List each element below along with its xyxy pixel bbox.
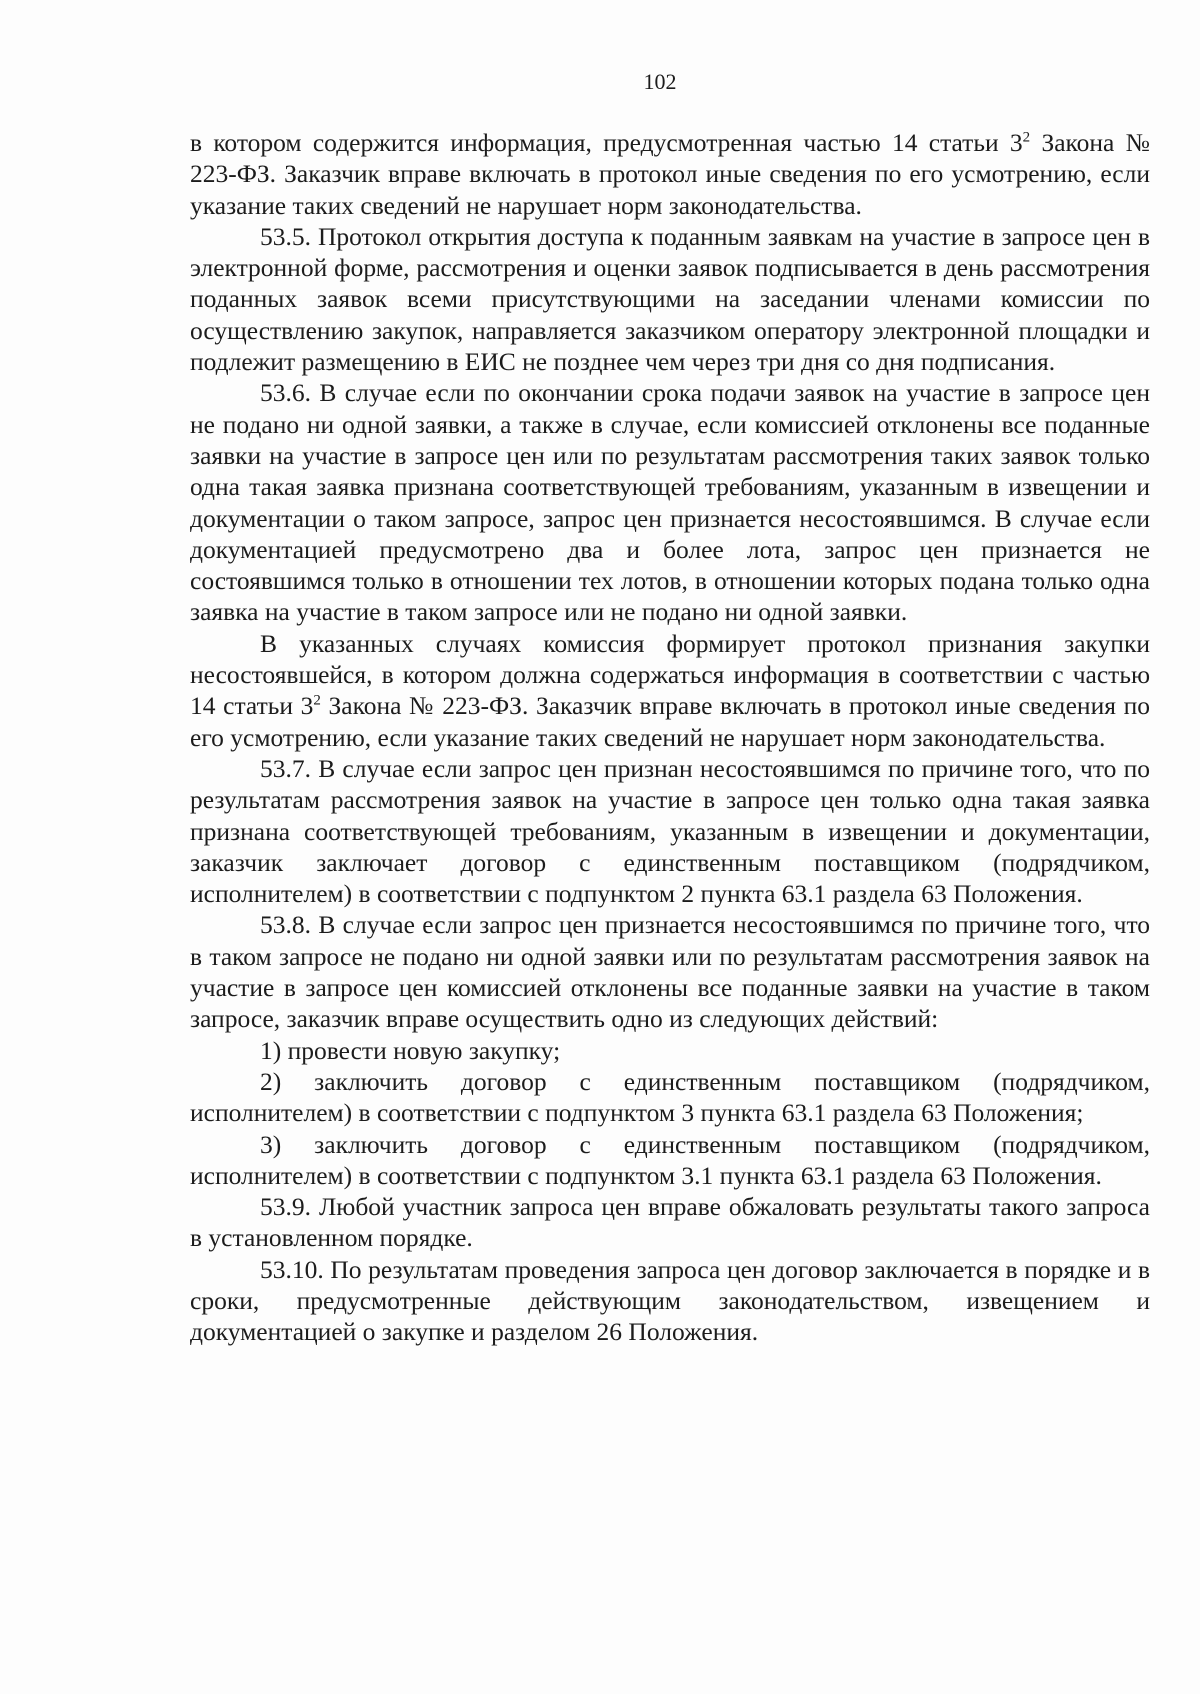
paragraph-53-8	[190, 909, 1150, 1034]
text-segment: 53.10. По результатам проведения запроса цен договор заключается в порядке и в сроки, предусмотренные действующим законодательством, извещением и документацией о закупке и разделом 26 Положения.	[190, 1254, 1150, 1347]
page-number: 102	[643, 69, 677, 94]
text-segment: 53.8. В случае если запрос цен признается несостоявшимся по причине того, что в таком запросе не подано ни одной заявки или по результатам рассмотрения заявок на участие в запросе цен комиссией отклонены все поданные заявки на участие в таком запросе, заказчик вправе осуществить одно из следующих действий:	[190, 910, 1150, 1034]
paragraph-continuation	[190, 127, 1150, 221]
text-segment: в котором содержится информация, предусмотренная частью 14 статьи 3	[190, 128, 1023, 157]
paragraph-53-5	[190, 221, 1150, 377]
text-segment: Закона № 223-ФЗ. Заказчик вправе включать в протокол иные сведения по его усмотрению, если указание таких сведений не нарушает норм законодательства.	[190, 128, 1150, 220]
paragraph-53-10	[190, 1254, 1150, 1348]
superscript: 2	[313, 692, 321, 709]
document-body	[190, 127, 1150, 1348]
paragraph-53-6	[190, 377, 1150, 627]
paragraph-53-7	[190, 753, 1150, 909]
text-segment: 53.7. В случае если запрос цен признан несостоявшимся по причине того, что по результатам рассмотрения заявок на участие в запросе цен только одна такая заявка признана соответствующей требованиям, указанным в извещении и документации, заказчик заключает договор с единственным поставщиком (подрядчиком, исполнителем) в соответствии с подпунктом 2 пункта 63.1 раздела 63 Положения.	[190, 753, 1150, 909]
list-item-2	[190, 1066, 1150, 1129]
text-segment: 53.9. Любой участник запроса цен вправе обжаловать результаты такого запроса в установленном порядке.	[190, 1192, 1150, 1253]
text-segment: 3) заключить договор с единственным поставщиком (подрядчиком, исполнителем) в соответствии с подпунктом 3.1 пункта 63.1 раздела 63 Положения.	[190, 1129, 1150, 1190]
text-segment: 1) провести новую закупку;	[260, 1035, 561, 1065]
text-segment: В указанных случаях комиссия формирует протокол признания закупки несостоявшейся, в котором должна содержаться информация в соответствии с частью 14 статьи 3	[190, 628, 1150, 721]
paragraph-53-9	[190, 1191, 1150, 1254]
paragraph-failed-procurement-protocol	[190, 628, 1150, 753]
text-segment: 2) заключить договор с единственным поставщиком (подрядчиком, исполнителем) в соответствии с подпунктом 3 пункта 63.1 раздела 63 Положения;	[190, 1066, 1150, 1128]
superscript: 2	[1022, 129, 1031, 146]
list-item-3	[190, 1129, 1150, 1192]
text-segment: 53.6. В случае если по окончании срока подачи заявок на участие в запросе цен не подано ни одной заявки, а также в случае, если комиссией отклонены все поданные заявки на участие в запросе цен или по результатам рассмотрения таких заявок только одна такая заявка признана соответствующей требованиям, указанным в извещении и документации о таком запросе, запрос цен признается несостоявшимся. В случае если документацией предусмотрено два и более лота, запрос цен признается не состоявшимся только в отношении тех лотов, в отношении которых подана только одна заявка на участие в таком запросе или не подано ни одной заявки.	[190, 378, 1150, 627]
text-segment: Закона № 223-ФЗ. Заказчик вправе включать в протокол иные сведения по его усмотрению, если указание таких сведений не нарушает норм законодательства.	[190, 691, 1150, 752]
list-item-1	[190, 1035, 1150, 1066]
text-segment: 53.5. Протокол открытия доступа к поданным заявкам на участие в запросе цен в электронной форме, рассмотрения и оценки заявок подписывается в день рассмотрения поданных заявок всеми присутствующими на заседании членами комиссии по осуществлению закупок, направляется заказчиком оператору электронной площадки и подлежит размещению в ЕИС не позднее чем через три дня со дня подписания.	[190, 221, 1150, 377]
